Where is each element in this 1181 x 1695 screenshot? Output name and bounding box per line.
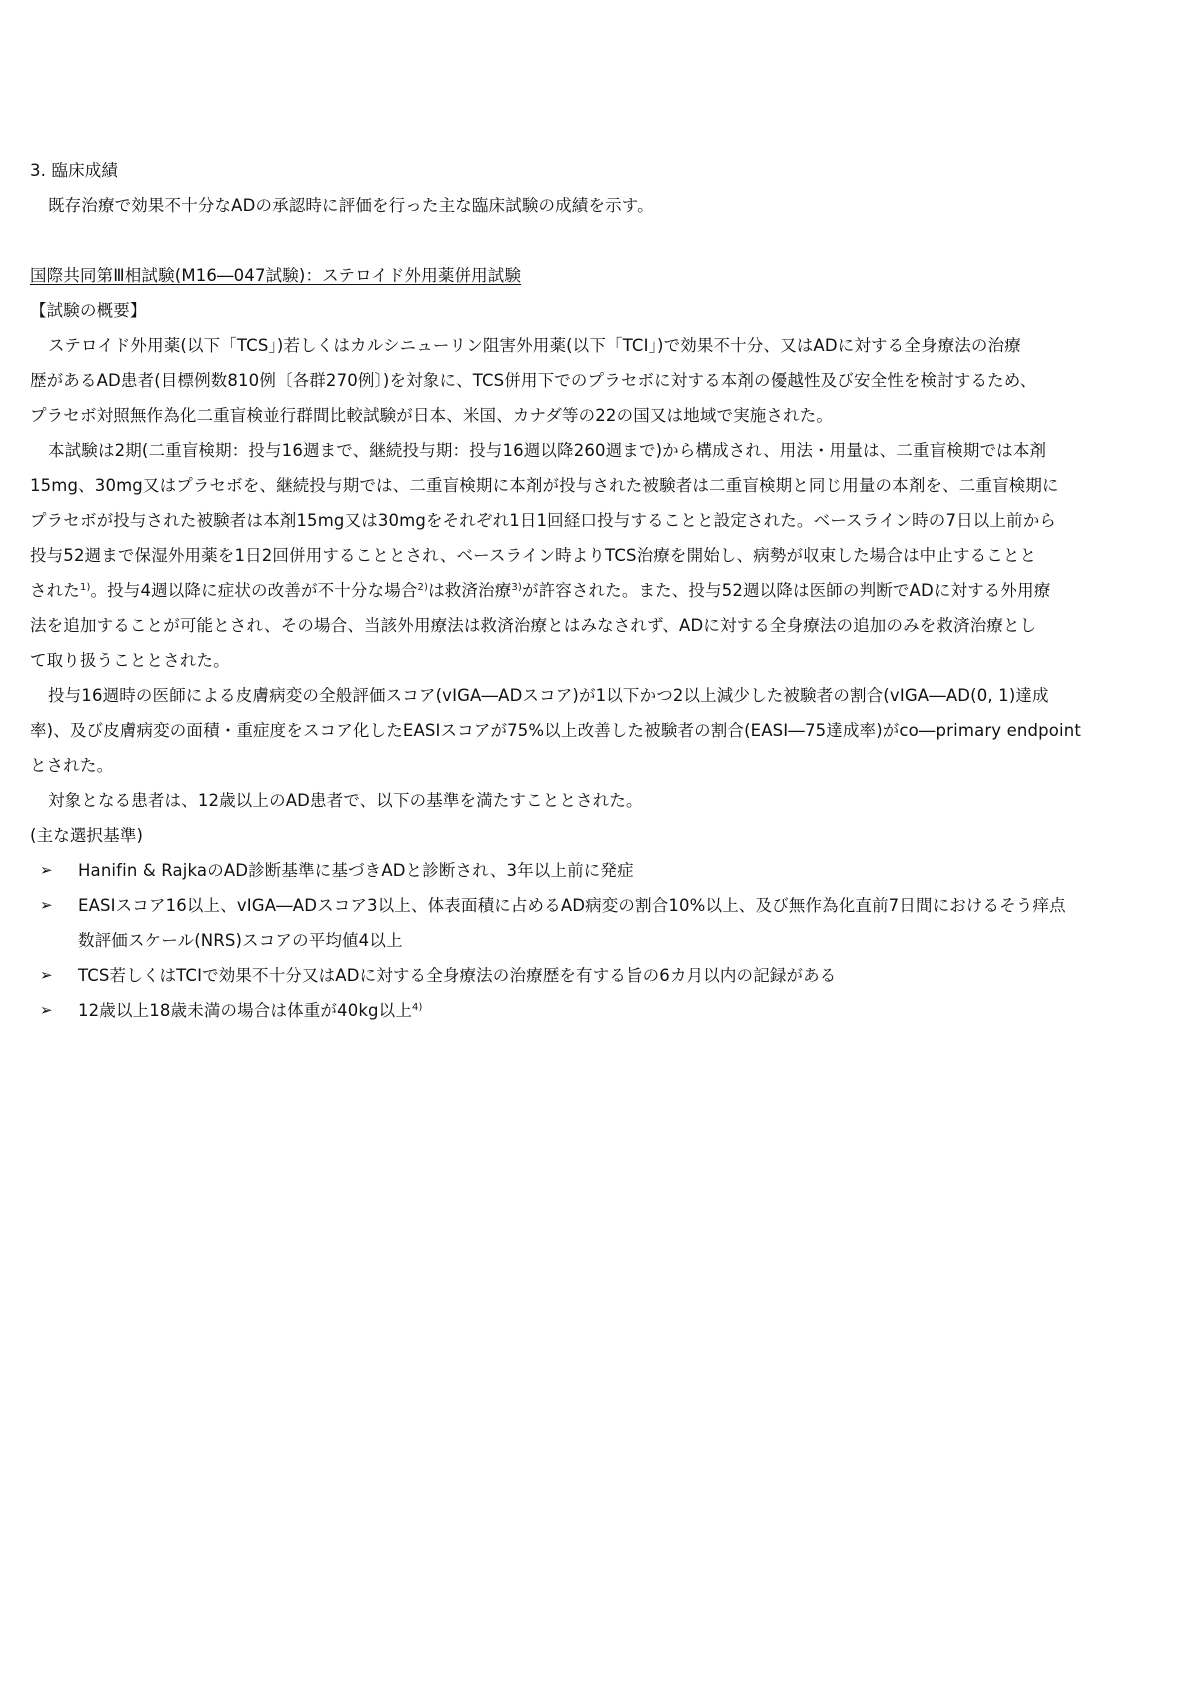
paragraph-2-line-5-part-a: された [30,581,80,600]
arrow-bullet-icon: ➢ [40,896,53,914]
paragraph-1 [30,328,1152,433]
paragraph-2-line-5-part-c: は救済治療 [428,581,512,600]
arrow-bullet-icon: ➢ [40,861,53,879]
paragraph-1-line-3: プラセボ対照無作為化二重盲検並行群間比較試験が日本、米国、カナダ等の22の国又は地域で実施された。 [30,406,834,425]
paragraph-3 [30,678,1152,783]
section-title: 臨床成績 [51,161,119,180]
criteria-item-4 [30,993,1152,1028]
criteria-item-2 [30,888,1152,958]
criteria-item-4-body: 12歳以上18歳未満の場合は体重が40kg以上 [78,1001,412,1020]
section-heading [30,153,1152,188]
paragraph-2-line-4: 投与52週まで保湿外用薬を1日2回併用することとされ、ベースライン時よりTCS治療を開始し、病勢が収束した場合は中止することと [30,546,1037,565]
arrow-bullet-icon: ➢ [40,966,53,984]
document-content [30,153,1152,1028]
paragraph-2 [30,433,1152,678]
arrow-bullet-icon: ➢ [40,1001,53,1019]
trial-title [30,258,1152,293]
criteria-item-3 [30,958,1152,993]
paragraph-1-line-1: ステロイド外用薬(以下「TCS」)若しくはカルシニューリン阻害外用薬(以下「TCI」)で効果不十分、又はADに対する全身療法の治療 [48,336,1021,355]
paragraph-3-line-3: とされた。 [30,756,114,775]
criteria-item-2-line-1: EASIスコア16以上、vIGA―ADスコア3以上、体表面積に占めるAD病変の割合10%以上、及び無作為化直前7日間におけるそう痒点 [78,896,1066,915]
footnote-ref-3: 3) [511,582,522,593]
footnote-ref-2: 2) [417,582,429,593]
criteria-item-1 [30,853,1152,888]
criteria-item-4-text [78,993,1152,1028]
criteria-label: (主な選択基準) [30,826,144,845]
overview-label: 【試験の概要】 [30,301,147,320]
paragraph-2-line-6: 法を追加することが可能とされ、その場合、当該外用療法は救済治療とはみなされず、ADに対する全身療法の追加のみを救済治療とし [30,616,1037,635]
trial-title-text: 国際共同第Ⅲ相試験(M16―047試験)：ステロイド外用薬併用試験 [30,266,522,285]
paragraph-2-line-1: 本試験は2期(二重盲検期：投与16週まで、継続投与期：投与16週以降260週まで)から構成され、用法・用量は、二重盲検期では本剤 [48,441,1047,460]
paragraph-3-line-1: 投与16週時の医師による皮膚病変の全般評価スコア(vIGA―ADスコア)が1以下かつ2以上減少した被験者の割合(vIGA―AD(0, 1)達成 [48,686,1049,705]
footnote-ref-1: 1) [79,582,91,593]
paragraph-2-line-3: プラセボが投与された被験者は本剤15mg又は30mgをそれぞれ1日1回経口投与することと設定された。ベースライン時の7日以上前から [30,511,1057,530]
paragraph-2-line-2: 15mg、30mg又はプラセボを、継続投与期では、二重盲検期に本剤が投与された被験者は二重盲検期と同じ用量の本剤を、二重盲検期に [30,476,1059,495]
paragraph-2-line-7: て取り扱うこととされた。 [30,651,230,670]
section-number: 3. [30,161,47,180]
paragraph-3-line-2: 率)、及び皮膚病変の面積・重症度をスコア化したEASIスコアが75%以上改善した被験者の割合(EASI―75達成率)がco―primary endpoint [30,721,1081,740]
footnote-ref-4: 4) [411,1002,423,1013]
criteria-item-3-text: TCS若しくはTCIで効果不十分又はADに対する全身療法の治療歴を有する旨の6カ月以内の記録がある [78,966,837,985]
paragraph-2-line-5-part-d: が許容された。また、投与52週以降は医師の判断でADに対する外用療 [521,581,1051,600]
paragraph-2-line-5-part-b: 。投与4週以降に症状の改善が不十分な場合 [90,581,418,600]
paragraph-4: 対象となる患者は、12歳以上のAD患者で、以下の基準を満たすこととされた。 [48,791,643,810]
spacer [30,223,1152,258]
paragraph-1-line-2: 歴があるAD患者(目標例数810例〔各群270例〕)を対象に、TCS併用下でのプラセボに対する本剤の優越性及び安全性を検討するため、 [30,371,1037,390]
paragraph-2-line-5 [30,573,1152,608]
section-intro: 既存治療で効果不十分なADの承認時に評価を行った主な臨床試験の成績を示す。 [48,196,654,215]
criteria-item-1-text: Hanifin & RajkaのAD診断基準に基づきADと診断され、3年以上前に発症 [78,861,634,880]
criteria-item-2-line-2: 数評価スケール(NRS)スコアの平均値4以上 [78,931,403,950]
